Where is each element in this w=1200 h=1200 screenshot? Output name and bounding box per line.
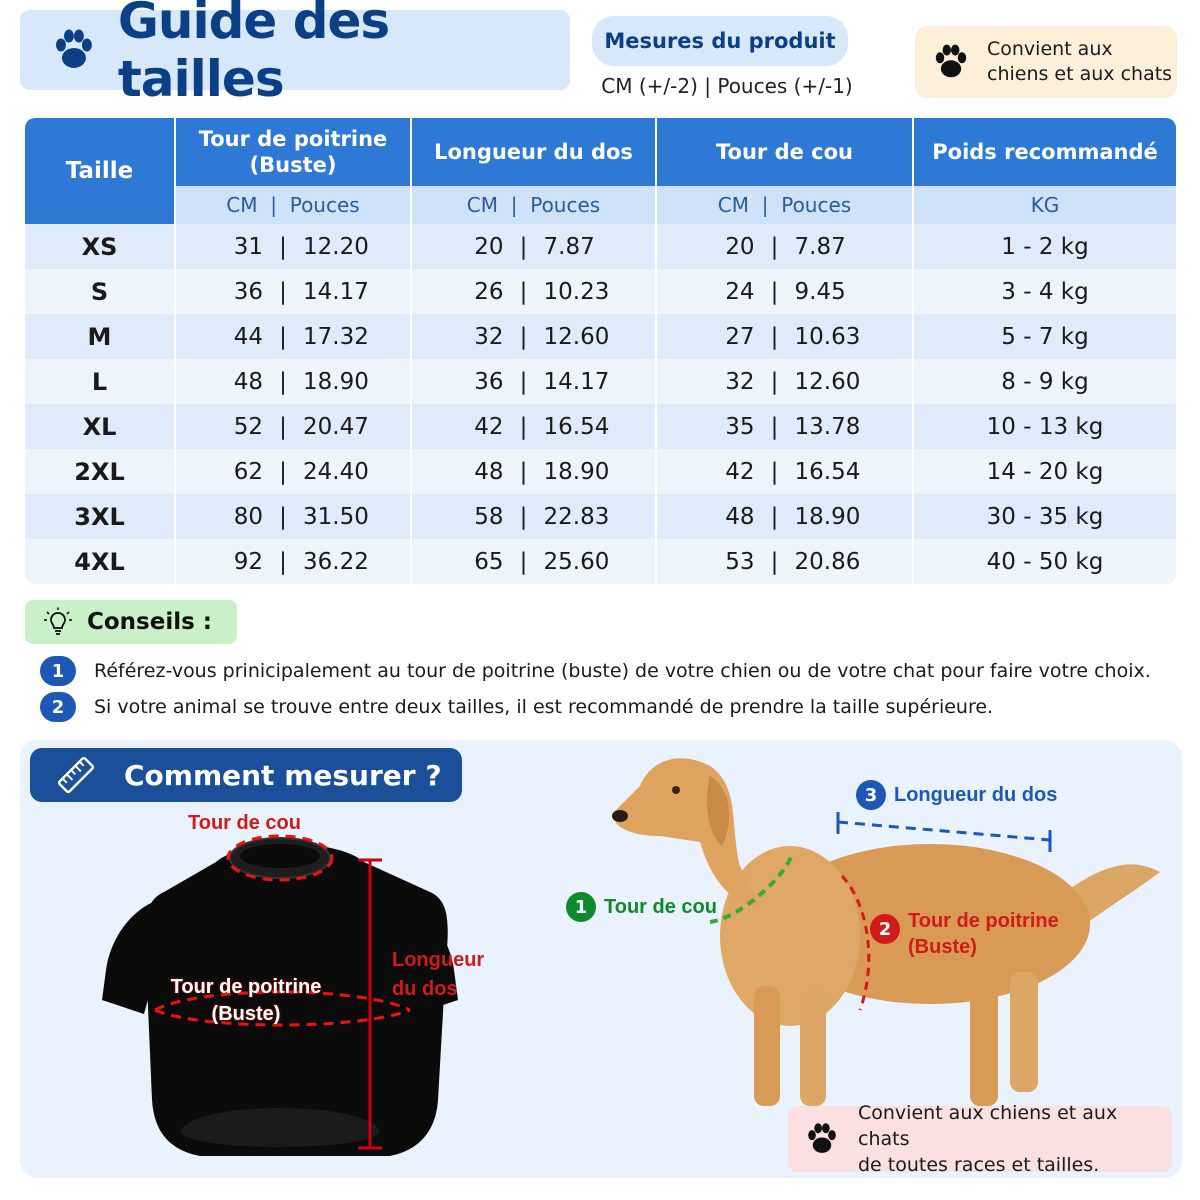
chest-cell-cm: 52 <box>233 413 263 440</box>
neck-cell-inches: 12.60 <box>794 368 861 395</box>
back-cell-cm: 65 <box>474 548 504 575</box>
neck-cell <box>656 224 913 269</box>
title-banner <box>20 0 570 108</box>
table-body <box>25 224 1176 584</box>
back-cell <box>411 314 656 359</box>
neck-cell <box>656 539 913 584</box>
chest-cell-inches: 12.20 <box>303 233 369 260</box>
paw-icon <box>929 40 973 84</box>
unit-weight: KG <box>913 186 1176 224</box>
fits-badge <box>915 26 1177 98</box>
dog-neck-annotation <box>566 892 717 922</box>
back-length-marker <box>350 856 390 1152</box>
table-unit-row <box>25 186 1176 224</box>
back-cell-cm: 42 <box>474 413 504 440</box>
chest-cell <box>175 404 411 449</box>
chest-cell <box>175 449 411 494</box>
value-separator: | <box>519 323 528 350</box>
shirt-neck-label: Tour de cou <box>188 812 301 834</box>
table-row <box>25 404 1176 449</box>
col-header-chest-line-1: Tour de poitrine <box>198 127 388 151</box>
weight-cell: 1 - 2 kg <box>913 224 1176 269</box>
back-cell-inches: 10.23 <box>543 278 610 305</box>
neck-cell-inches: 13.78 <box>794 413 861 440</box>
neck-cell-cm: 42 <box>725 458 755 485</box>
value-separator: | <box>770 548 779 575</box>
value-separator: | <box>770 458 779 485</box>
fits-all-breeds-line-2: de toutes races et tailles. <box>858 1154 1100 1176</box>
back-cell <box>411 449 656 494</box>
dog-chest-number: 2 <box>870 914 900 944</box>
how-to-measure-header <box>30 748 462 802</box>
value-separator: | <box>770 503 779 530</box>
tip-item <box>40 692 993 722</box>
size-cell: XS <box>25 224 175 269</box>
unit-sep: | <box>510 193 518 217</box>
tip-text: Référez-vous prinicipalement au tour de poitrine (buste) de votre chien ou de votre chat pour faire votre choix. <box>94 660 1151 682</box>
weight-cell: 30 - 35 kg <box>913 494 1176 539</box>
chest-cell-inches: 24.40 <box>303 458 369 485</box>
neck-cell-cm: 35 <box>725 413 755 440</box>
value-separator: | <box>279 548 287 575</box>
tips-title: Conseils : <box>87 609 213 635</box>
dog-chest-line-1: Tour de poitrine <box>908 910 1059 932</box>
size-cell: 4XL <box>25 539 175 584</box>
dog-chest-annotation <box>870 908 1059 960</box>
table-row <box>25 539 1176 584</box>
back-cell-cm: 48 <box>474 458 504 485</box>
back-cell-cm: 58 <box>474 503 504 530</box>
size-cell: L <box>25 359 175 404</box>
fits-text <box>987 37 1172 87</box>
back-cell-cm: 36 <box>474 368 504 395</box>
value-separator: | <box>519 458 528 485</box>
back-cell-inches: 7.87 <box>543 233 595 260</box>
neck-cell-inches: 9.45 <box>794 278 846 305</box>
how-to-measure-panel <box>20 740 1182 1178</box>
tip-number: 2 <box>40 692 76 722</box>
value-separator: | <box>279 278 287 305</box>
chest-cell-cm: 92 <box>233 548 263 575</box>
back-cell-inches: 12.60 <box>543 323 610 350</box>
back-cell <box>411 494 656 539</box>
unit-chest <box>175 186 411 224</box>
back-cell-inches: 22.83 <box>543 503 610 530</box>
unit-neck <box>656 186 913 224</box>
unit-inches: Pouces <box>289 193 360 217</box>
back-cell <box>411 224 656 269</box>
value-separator: | <box>279 233 287 260</box>
paw-icon <box>802 1119 842 1159</box>
back-cell-inches: 14.17 <box>543 368 610 395</box>
chest-cell <box>175 269 411 314</box>
neck-cell-cm: 27 <box>725 323 755 350</box>
fits-all-breeds-text <box>858 1100 1172 1178</box>
chest-cell <box>175 314 411 359</box>
weight-cell: 14 - 20 kg <box>913 449 1176 494</box>
neck-cell-cm: 48 <box>725 503 755 530</box>
size-cell: S <box>25 269 175 314</box>
neck-cell-inches: 20.86 <box>794 548 861 575</box>
table-header-row <box>25 118 1176 186</box>
size-cell: 3XL <box>25 494 175 539</box>
unit-cm: CM <box>226 193 258 217</box>
tips-header <box>25 600 237 644</box>
dog-back-label: Longueur du dos <box>894 783 1058 806</box>
chest-cell-cm: 48 <box>233 368 263 395</box>
table-row <box>25 224 1176 269</box>
neck-cell-cm: 20 <box>725 233 755 260</box>
shirt-back-line-1: Longueur <box>392 949 485 971</box>
tip-item <box>40 656 1151 686</box>
size-cell: XL <box>25 404 175 449</box>
chest-cell-cm: 31 <box>233 233 263 260</box>
value-separator: | <box>279 323 287 350</box>
measure-units: CM (+/-2) | Pouces (+/-1) <box>601 74 853 98</box>
neck-cell <box>656 494 913 539</box>
dog-neck-label: Tour de cou <box>604 895 717 918</box>
value-separator: | <box>770 413 779 440</box>
value-separator: | <box>770 278 779 305</box>
col-header-neck: Tour de cou <box>656 118 913 186</box>
neck-cell <box>656 449 913 494</box>
unit-inches: Pouces <box>530 193 601 217</box>
weight-cell: 5 - 7 kg <box>913 314 1176 359</box>
neck-cell-inches: 10.63 <box>794 323 861 350</box>
back-cell-inches: 25.60 <box>543 548 610 575</box>
unit-back <box>411 186 656 224</box>
col-header-back: Longueur du dos <box>411 118 656 186</box>
value-separator: | <box>519 233 528 260</box>
shirt-chest-label <box>156 974 336 1028</box>
unit-cm: CM <box>717 193 750 217</box>
neck-cell-inches: 16.54 <box>794 458 861 485</box>
measure-label: Mesures du produit <box>592 16 848 66</box>
unit-inches: Pouces <box>781 193 852 217</box>
dog-back-annotation <box>856 780 1057 810</box>
col-header-weight: Poids recommandé <box>913 118 1176 186</box>
table-row <box>25 314 1176 359</box>
back-cell-inches: 18.90 <box>543 458 610 485</box>
chest-cell-inches: 36.22 <box>303 548 369 575</box>
dog-neck-number: 1 <box>566 892 596 922</box>
col-header-chest <box>175 118 411 186</box>
lightbulb-icon <box>43 607 73 637</box>
shirt-back-line-2: du dos <box>392 978 458 1000</box>
neck-cell <box>656 314 913 359</box>
back-cell <box>411 404 656 449</box>
weight-cell: 10 - 13 kg <box>913 404 1176 449</box>
page-title: Guide des tailles <box>117 0 390 108</box>
table-row <box>25 449 1176 494</box>
chest-cell-cm: 62 <box>233 458 263 485</box>
neck-cell <box>656 269 913 314</box>
table-row <box>25 359 1176 404</box>
chest-cell <box>175 539 411 584</box>
chest-cell <box>175 359 411 404</box>
value-separator: | <box>770 233 779 260</box>
dog-chest-label <box>908 908 1059 960</box>
shirt-chest-line-1: Tour de poitrine <box>170 976 322 998</box>
col-header-size: Taille <box>25 118 175 224</box>
value-separator: | <box>519 503 528 530</box>
ruler-icon <box>54 753 98 797</box>
fits-line-2: chiens et aux chats <box>987 63 1173 85</box>
value-separator: | <box>279 503 287 530</box>
fits-all-breeds-note <box>788 1102 1172 1176</box>
chest-cell-cm: 44 <box>233 323 263 350</box>
weight-cell: 3 - 4 kg <box>913 269 1176 314</box>
value-separator: | <box>519 548 528 575</box>
neck-cell-cm: 32 <box>725 368 755 395</box>
shirt-back-label <box>392 946 484 1004</box>
dog-chest-line-2: (Buste) <box>908 936 977 958</box>
weight-cell: 40 - 50 kg <box>913 539 1176 584</box>
back-cell-inches: 16.54 <box>543 413 610 440</box>
how-to-measure-title: Comment mesurer ? <box>124 758 442 792</box>
back-cell <box>411 539 656 584</box>
chest-cell-inches: 20.47 <box>303 413 369 440</box>
table-row <box>25 494 1176 539</box>
fits-all-breeds-line-1: Convient aux chiens et aux chats <box>858 1102 1118 1150</box>
value-separator: | <box>770 368 779 395</box>
chest-cell-inches: 31.50 <box>303 503 369 530</box>
value-separator: | <box>519 413 528 440</box>
table-row <box>25 269 1176 314</box>
value-separator: | <box>279 413 287 440</box>
chest-cell <box>175 494 411 539</box>
chest-cell-cm: 36 <box>233 278 263 305</box>
neck-cell-inches: 18.90 <box>794 503 861 530</box>
value-separator: | <box>519 278 528 305</box>
chest-cell <box>175 224 411 269</box>
chest-cell-inches: 18.90 <box>303 368 369 395</box>
size-cell: M <box>25 314 175 359</box>
chest-cell-inches: 17.32 <box>303 323 369 350</box>
value-separator: | <box>770 323 779 350</box>
paw-icon <box>48 24 100 76</box>
unit-sep: | <box>761 193 769 217</box>
back-cell <box>411 269 656 314</box>
size-table <box>25 118 1176 584</box>
tip-text: Si votre animal se trouve entre deux tailles, il est recommandé de prendre la taille supérieure. <box>94 696 994 718</box>
value-separator: | <box>519 368 528 395</box>
size-cell: 2XL <box>25 449 175 494</box>
neck-cell-cm: 24 <box>725 278 755 305</box>
neck-cell-inches: 7.87 <box>794 233 846 260</box>
shirt-chest-line-2: (Buste) <box>211 1003 281 1025</box>
col-header-chest-line-2: (Buste) <box>249 153 337 177</box>
dog-back-number: 3 <box>856 780 886 810</box>
neck-cell <box>656 359 913 404</box>
neck-cell-cm: 53 <box>725 548 755 575</box>
unit-sep: | <box>270 193 277 217</box>
back-cell-cm: 20 <box>474 233 504 260</box>
weight-cell: 8 - 9 kg <box>913 359 1176 404</box>
value-separator: | <box>279 368 287 395</box>
tip-number: 1 <box>40 656 76 686</box>
chest-cell-cm: 80 <box>233 503 263 530</box>
chest-cell-inches: 14.17 <box>303 278 369 305</box>
unit-cm: CM <box>466 193 499 217</box>
back-cell-cm: 26 <box>474 278 504 305</box>
back-cell-cm: 32 <box>474 323 504 350</box>
fits-line-1: Convient aux <box>987 38 1113 60</box>
neck-cell <box>656 404 913 449</box>
back-cell <box>411 359 656 404</box>
value-separator: | <box>279 458 287 485</box>
